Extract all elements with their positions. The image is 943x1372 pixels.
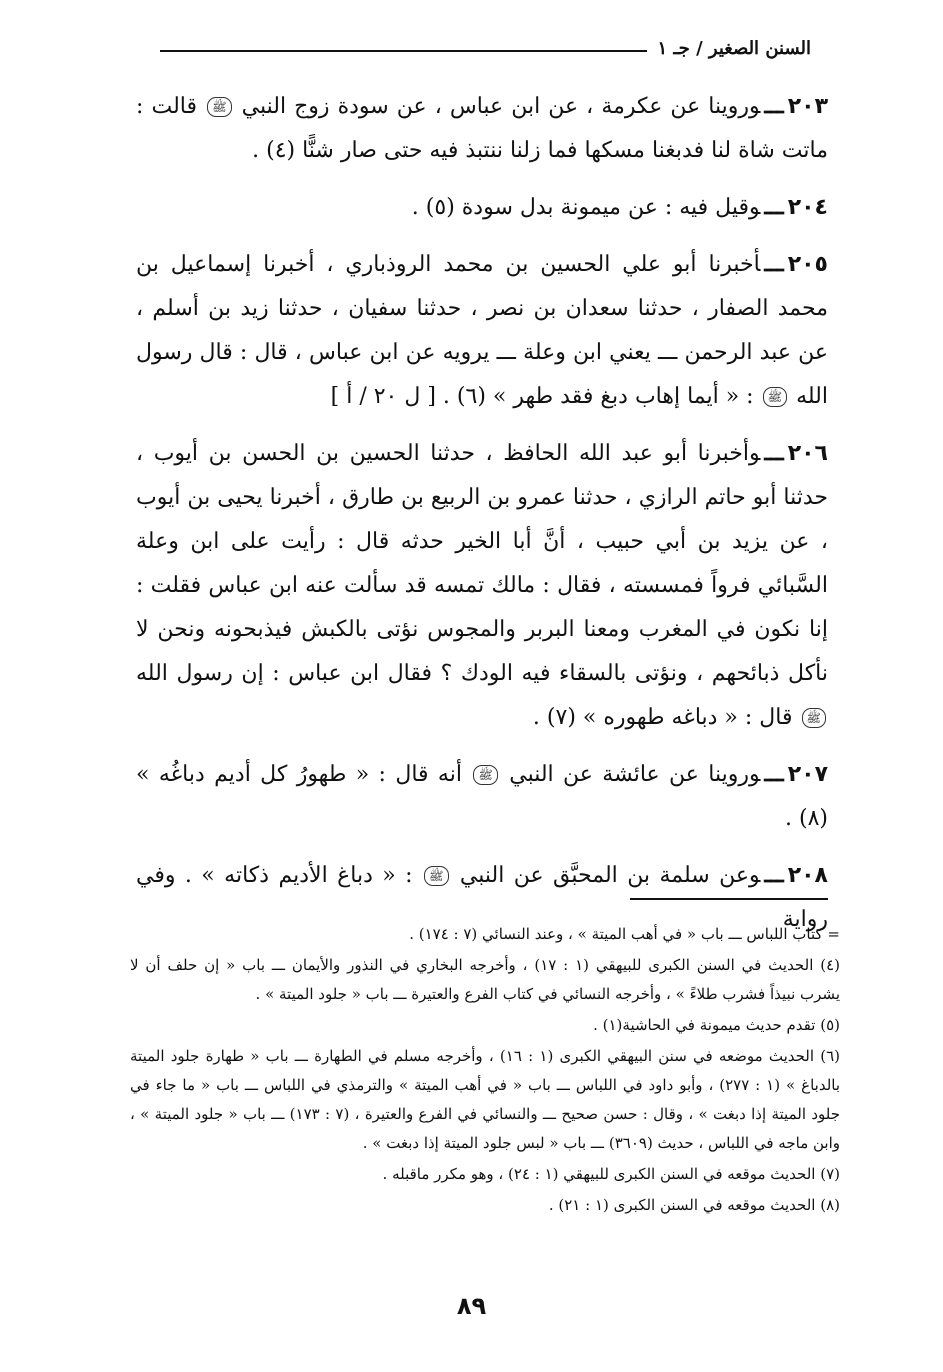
hadith-body bbox=[136, 84, 828, 954]
hadith-number: ٢٠٧ bbox=[787, 762, 829, 787]
hadith-entry bbox=[136, 84, 828, 173]
hadith-number: ٢٠٨ bbox=[787, 863, 828, 888]
footnote-separator bbox=[630, 898, 828, 900]
hadith-dash: ـــ bbox=[764, 93, 784, 119]
footnote: = كتاب اللباس ـــ باب « في أهب الميتة » ، وعند النسائي (٧ : ١٧٤) . bbox=[409, 925, 840, 943]
salutation-icon: ﷺ bbox=[802, 708, 827, 728]
header-rule bbox=[160, 50, 647, 52]
footnote: (٧) الحديث موقعه في السنن الكبرى للبيهقي (١ : ٢٤) ، وهو مكرر ماقبله . bbox=[382, 1165, 840, 1183]
salutation-icon: ﷺ bbox=[473, 765, 498, 785]
hadith-number: ٢٠٦ bbox=[787, 441, 828, 466]
running-title: السنن الصغير / جـ ١ bbox=[657, 38, 811, 59]
running-header bbox=[160, 36, 811, 62]
hadith-text: وأخبرنا أبو عبد الله الحافظ ، حدثنا الحسين بن الحسن بن أيوب ، حدثنا أبو حاتم الرازي ، حدثنا عمرو بن الربيع بن طارق ، أخبرنا يحيى بن أيوب ، عن يزيد بن أبي حبيب ، أنَّ أبا الخير حدثه قال : رأيت على ابن وعلة السَّبائي فرواً فمسسته ، فقال : مالك تمسه قد سألت عنه ابن عباس فقلت : إنا نكون في المغرب ومعنا البربر والمجوس نؤتى بالكبش فيذبحونه ونحن لا نأكل ذبائحهم ، ونؤتى بالسقاء فيه الودك ؟ فقال ابن عباس : إن رسول الله bbox=[136, 441, 828, 686]
salutation-icon: ﷺ bbox=[424, 866, 449, 886]
hadith-entry bbox=[136, 242, 828, 419]
hadith-entry bbox=[136, 185, 828, 230]
footnote: (٦) الحديث موضعه في سنن البيهقي الكبرى (١ : ١٦) ، وأخرجه مسلم في الطهارة ـــ باب « طهارة جلود الميتة بالدباغ » (١ : ٢٧٧) ، وأبو داود في اللباس ـــ باب « في أهب الميتة » والترمذي في اللباس ـــ باب « ما جاء في جلود الميتة إذا دبغت » ، وقال : حسن صحيح ـــ والنسائي في الفرع والعتيرة ، (٧ : ١٧٣) ـــ باب « جلود الميتة » ، وابن ماجه في اللباس ، حديث (٣٦٠٩) ـــ باب « لبس جلود الميتة إذا دبغت » . bbox=[130, 1047, 841, 1152]
footnote: (٥) تقدم حديث ميمونة في الحاشية(١) . bbox=[593, 1016, 840, 1034]
hadith-dash: ـــ bbox=[764, 862, 784, 888]
hadith-number: ٢٠٣ bbox=[787, 94, 829, 119]
footnote: (٨) الحديث موقعه في السنن الكبرى (١ : ٢١) . bbox=[548, 1196, 840, 1214]
footnote: (٤) الحديث في السنن الكبرى للبيهقي (١ : ١٧) ، وأخرجه البخاري في النذور والأيمان ـــ باب « إن حلف أن لا يشرب نبيذاً فشرب طلاءً » ، وأخرجه النسائي في كتاب الفرع والعتيرة ـــ باب « جلود الميتة » . bbox=[130, 956, 840, 1003]
salutation-icon: ﷺ bbox=[763, 387, 788, 407]
hadith-text-continued: قالت : ماتت شاة لنا فدبغنا مسكها فما زلنا ننتبذ فيه حتى صار شنًّا (٤) . bbox=[136, 94, 828, 163]
hadith-number: ٢٠٥ bbox=[787, 252, 828, 277]
hadith-text-continued: : « أيما إهاب دبغ فقد طهر » (٦) . [ ل ٢٠ / أ ] bbox=[330, 384, 754, 409]
hadith-entry bbox=[136, 752, 828, 841]
hadith-text-continued: أنه قال : « طهورُ كل أديم دباغُه » (٨) . bbox=[136, 762, 828, 831]
hadith-text-continued: قال : « دباغه طهوره » (٧) . bbox=[532, 705, 793, 730]
hadith-text: وقيل فيه : عن ميمونة بدل سودة (٥) . bbox=[411, 195, 761, 220]
hadith-dash: ـــ bbox=[764, 440, 784, 466]
footnotes bbox=[130, 920, 840, 1222]
hadith-entry bbox=[136, 431, 828, 740]
hadith-text: وعن سلمة بن المحبَّق عن النبي bbox=[459, 863, 761, 888]
hadith-dash: ـــ bbox=[764, 761, 784, 787]
hadith-number: ٢٠٤ bbox=[787, 195, 828, 220]
hadith-dash: ـــ bbox=[764, 194, 784, 220]
hadith-text: أخبرنا أبو علي الحسين بن محمد الروذباري ، أخبرنا إسماعيل بن محمد الصفار ، حدثنا سعدان بن نصر ، حدثنا سفيان ، حدثنا زيد بن أسلم ، عن عبد الرحمن ـــ يعني ابن وعلة ـــ يرويه عن ابن عباس ، قال : قال رسول الله bbox=[136, 252, 828, 409]
hadith-text-continued: : « دباغ الأديم ذكاته » . وفي رواية bbox=[136, 863, 828, 932]
salutation-icon: ﷺ bbox=[207, 97, 232, 117]
page-number: ٨٩ bbox=[456, 1292, 487, 1320]
hadith-dash: ـــ bbox=[764, 251, 784, 277]
hadith-text: وروينا عن عائشة عن النبي bbox=[509, 762, 761, 787]
hadith-text: وروينا عن عكرمة ، عن ابن عباس ، عن سودة زوج النبي bbox=[241, 94, 761, 119]
